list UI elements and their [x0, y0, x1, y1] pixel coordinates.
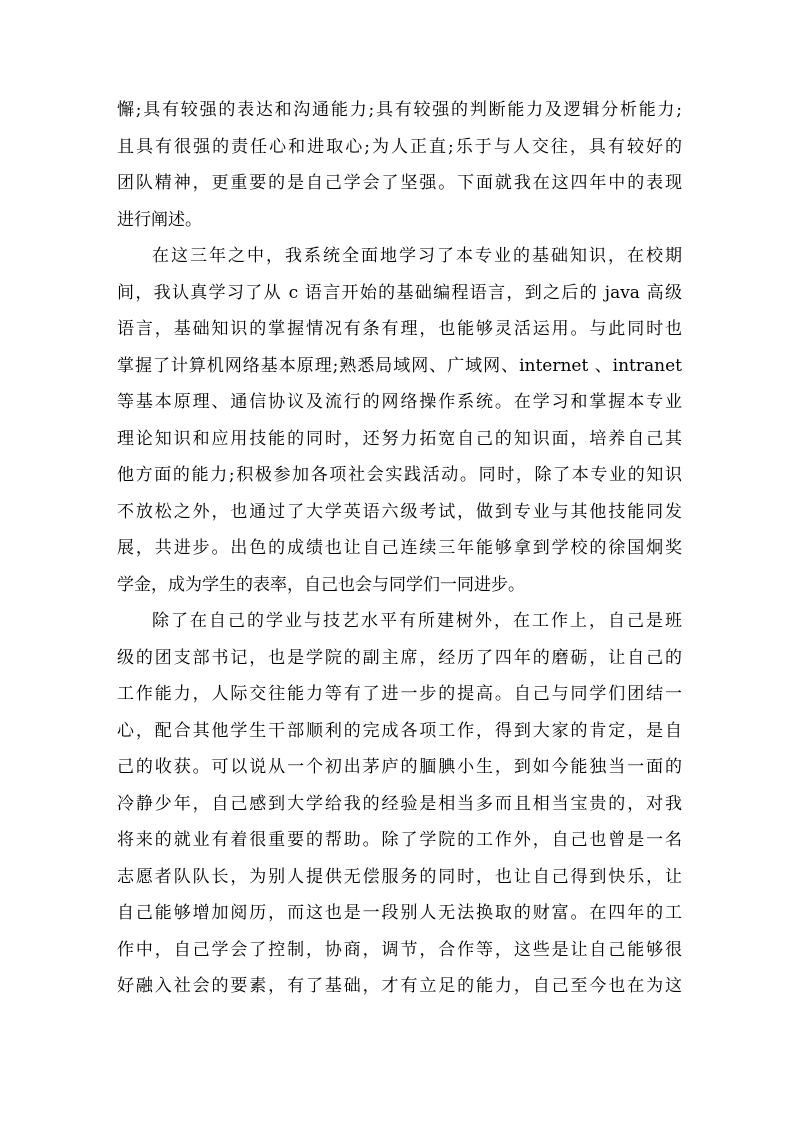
text-line: 级的团支部书记，也是学院的副主席，经历了四年的磨砺，让自己的 — [117, 647, 682, 668]
text-line: 在这三年之中，我系统全面地学习了本专业的基础知识，在校期 — [152, 246, 682, 266]
text-line: 己的收获。可以说从一个初出茅庐的腼腆小生，到如今能独当一面的 — [117, 757, 682, 777]
paragraph-3 — [117, 603, 682, 1005]
text-line: 自己能够增加阅历，而这也是一段别人无法换取的财富。在四年的工 — [117, 903, 682, 923]
text-line: 懈;具有较强的表达和沟通能力;具有较强的判断能力及逻辑分析能力; — [117, 100, 682, 120]
paragraph-2 — [117, 238, 682, 603]
text-line: 间，我认真学习了从 c 语言开始的基础编程语言，到之后的 java 高级 — [117, 282, 682, 303]
text-line: 作中，自己学会了控制，协商，调节，合作等，这些是让自己能够很 — [117, 939, 682, 960]
text-line: 他方面的能力;积极参加各项社会实践活动。同时，除了本专业的知识 — [117, 465, 682, 485]
document-body — [117, 92, 682, 1005]
text-line: 且具有很强的责任心和进取心;为人正直;乐于与人交往，具有较好的 — [117, 136, 682, 157]
text-line: 不放松之外，也通过了大学英语六级考试，做到专业与其他技能同发 — [117, 501, 682, 522]
paragraph-1 — [117, 92, 682, 238]
text-line: 进行阐述。 — [117, 209, 202, 230]
text-line: 掌握了计算机网络基本原理;熟悉局域网、广域网、internet 、intranet — [117, 355, 682, 376]
text-line: 除了在自己的学业与技艺水平有所建树外，在工作上，自己是班 — [152, 611, 682, 631]
text-line: 工作能力，人际交往能力等有了进一步的提高。自己与同学们团结一 — [117, 684, 682, 704]
text-line: 冷静少年，自己感到大学给我的经验是相当多而且相当宝贵的，对我 — [117, 793, 682, 814]
text-line: 志愿者队队长，为别人提供无偿服务的同时，也让自己得到快乐，让 — [117, 866, 682, 887]
text-line: 好融入社会的要素，有了基础，才有立足的能力，自己至今也在为这 — [117, 976, 682, 996]
text-line: 理论知识和应用技能的同时，还努力拓宽自己的知识面，培养自己其 — [117, 428, 682, 449]
text-line: 将来的就业有着很重要的帮助。除了学院的工作外，自己也曾是一名 — [117, 830, 682, 850]
text-line: 学金，成为学生的表率，自己也会与同学们一同进步。 — [117, 574, 525, 595]
text-line: 展，共进步。出色的成绩也让自己连续三年能够拿到学校的徐国炯奖 — [117, 538, 682, 558]
text-line: 团队精神，更重要的是自己学会了坚强。下面就我在这四年中的表现 — [117, 173, 682, 193]
text-line: 语言，基础知识的掌握情况有条有理，也能够灵活运用。与此同时也 — [117, 319, 682, 339]
text-line: 心，配合其他学生干部顺利的完成各项工作，得到大家的肯定，是自 — [117, 720, 682, 741]
text-line: 等基本原理、通信协议及流行的网络操作系统。在学习和掌握本专业 — [117, 392, 682, 412]
